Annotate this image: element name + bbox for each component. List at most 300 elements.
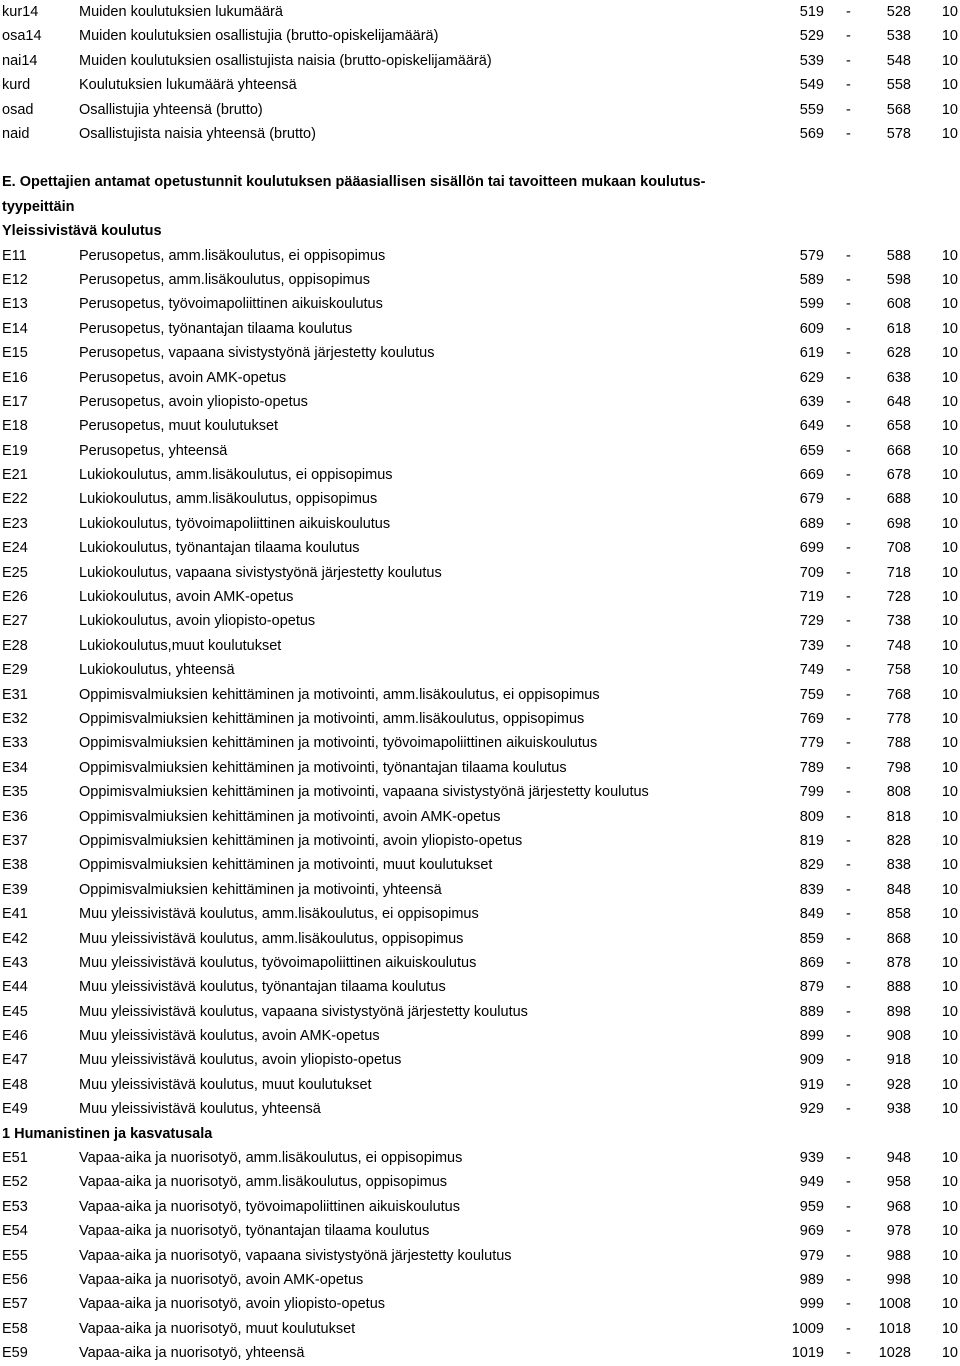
- range-dash: -: [846, 637, 851, 654]
- field-row: [0, 1097, 960, 1121]
- range-dash: -: [846, 662, 851, 679]
- field-code: E33: [2, 735, 28, 752]
- field-length: 10: [941, 808, 958, 825]
- field-description: Vapaa-aika ja nuorisotyö, avoin yliopisto-opetus: [79, 1296, 386, 1313]
- field-row: [0, 1146, 960, 1170]
- range-dash: -: [846, 979, 851, 996]
- range-dash: -: [846, 1223, 851, 1240]
- field-end-position: 758: [886, 662, 911, 679]
- range-dash: -: [846, 710, 851, 727]
- range-dash: -: [846, 1076, 851, 1093]
- top-field-list: [0, 0, 960, 146]
- field-code: E38: [2, 857, 28, 874]
- field-code: E48: [2, 1076, 28, 1093]
- field-start-position: 699: [799, 540, 824, 557]
- field-start-position: 819: [799, 832, 824, 849]
- field-end-position: 628: [886, 345, 911, 362]
- field-end-position: 898: [886, 1003, 911, 1020]
- field-description: Muu yleissivistävä koulutus, amm.lisäkoulutus, ei oppisopimus: [79, 906, 479, 923]
- field-length: 10: [941, 345, 958, 362]
- range-dash: -: [846, 442, 851, 459]
- field-code: E12: [2, 271, 28, 288]
- field-end-position: 608: [886, 296, 911, 313]
- field-description: Oppimisvalmiuksien kehittäminen ja motivointi, työnantajan tilaama koulutus: [79, 759, 567, 776]
- field-end-position: 708: [886, 540, 911, 557]
- field-length: 10: [941, 1345, 958, 1362]
- field-end-position: 598: [886, 271, 911, 288]
- range-dash: -: [846, 1052, 851, 1069]
- field-row: [0, 1268, 960, 1292]
- field-length: 10: [941, 1150, 958, 1167]
- field-description: Lukiokoulutus, avoin AMK-opetus: [79, 589, 294, 606]
- field-code: naid: [2, 125, 30, 142]
- field-length: 10: [941, 320, 958, 337]
- field-row: [0, 122, 960, 146]
- field-length: 10: [941, 1320, 958, 1337]
- field-start-position: 889: [799, 1003, 824, 1020]
- field-row: [0, 536, 960, 560]
- field-length: 10: [941, 4, 958, 20]
- field-code: E46: [2, 1028, 28, 1045]
- field-row: [0, 1048, 960, 1072]
- field-end-position: 1028: [878, 1345, 911, 1362]
- field-description: Muu yleissivistävä koulutus, vapaana sivistystyönä järjestetty koulutus: [79, 1003, 528, 1020]
- field-row: [0, 439, 960, 463]
- field-start-position: 939: [799, 1150, 824, 1167]
- range-dash: -: [846, 564, 851, 581]
- field-code: E41: [2, 906, 28, 923]
- field-description: Lukiokoulutus,muut koulutukset: [79, 637, 282, 654]
- field-length: 10: [941, 467, 958, 484]
- field-description: Muiden koulutuksien lukumäärä: [79, 4, 283, 20]
- field-start-position: 849: [799, 906, 824, 923]
- field-length: 10: [941, 759, 958, 776]
- field-end-position: 528: [886, 4, 911, 20]
- field-row: [0, 951, 960, 975]
- field-start-position: 529: [799, 28, 824, 45]
- range-dash: -: [846, 808, 851, 825]
- field-start-position: 1019: [791, 1345, 824, 1362]
- field-start-position: 659: [799, 442, 824, 459]
- field-end-position: 948: [886, 1150, 911, 1167]
- field-row: [0, 341, 960, 365]
- field-row: [0, 49, 960, 73]
- field-description: Oppimisvalmiuksien kehittäminen ja motivointi, avoin AMK-opetus: [79, 808, 501, 825]
- field-end-position: 668: [886, 442, 911, 459]
- field-start-position: 709: [799, 564, 824, 581]
- field-start-position: 579: [799, 247, 824, 264]
- field-description: Perusopetus, vapaana sivistystyönä järjestetty koulutus: [79, 345, 435, 362]
- range-dash: -: [846, 271, 851, 288]
- field-row: [0, 292, 960, 316]
- field-code: E26: [2, 589, 28, 606]
- range-dash: -: [846, 1320, 851, 1337]
- range-dash: -: [846, 832, 851, 849]
- field-start-position: 879: [799, 979, 824, 996]
- field-row: [0, 683, 960, 707]
- field-description: Vapaa-aika ja nuorisotyö, muut koulutukset: [79, 1320, 356, 1337]
- field-code: E37: [2, 832, 28, 849]
- field-code: E11: [2, 247, 27, 264]
- field-row: [0, 1073, 960, 1097]
- field-length: 10: [941, 930, 958, 947]
- field-row: [0, 366, 960, 390]
- field-code: E56: [2, 1271, 28, 1288]
- field-end-position: 618: [886, 320, 911, 337]
- field-length: 10: [941, 954, 958, 971]
- field-end-position: 908: [886, 1028, 911, 1045]
- range-dash: -: [846, 1345, 851, 1362]
- field-end-position: 588: [886, 247, 911, 264]
- field-end-position: 878: [886, 954, 911, 971]
- field-end-position: 968: [886, 1198, 911, 1215]
- field-end-position: 838: [886, 857, 911, 874]
- field-start-position: 789: [799, 759, 824, 776]
- field-end-position: 778: [886, 710, 911, 727]
- field-start-position: 829: [799, 857, 824, 874]
- field-description: Oppimisvalmiuksien kehittäminen ja motivointi, työvoimapoliittinen aikuiskoulutus: [79, 735, 598, 752]
- subheading-general-education: Yleissivistävä koulutus: [2, 223, 162, 240]
- field-description: Lukiokoulutus, työnantajan tilaama koulutus: [79, 540, 360, 557]
- field-length: 10: [941, 710, 958, 727]
- range-dash: -: [846, 1296, 851, 1313]
- field-description: Perusopetus, amm.lisäkoulutus, oppisopimus: [79, 271, 370, 288]
- field-start-position: 949: [799, 1174, 824, 1191]
- range-dash: -: [846, 247, 851, 264]
- field-row: [0, 927, 960, 951]
- field-start-position: 649: [799, 418, 824, 435]
- field-code: kurd: [2, 77, 31, 94]
- field-code: E52: [2, 1174, 28, 1191]
- field-code: E53: [2, 1198, 28, 1215]
- field-end-position: 818: [886, 808, 911, 825]
- range-dash: -: [846, 540, 851, 557]
- field-row: [0, 317, 960, 341]
- field-description: Muu yleissivistävä koulutus, yhteensä: [79, 1101, 321, 1118]
- field-start-position: 959: [799, 1198, 824, 1215]
- field-start-position: 989: [799, 1271, 824, 1288]
- field-start-position: 979: [799, 1247, 824, 1264]
- field-row: [0, 0, 960, 24]
- field-length: 10: [941, 784, 958, 801]
- field-code: E24: [2, 540, 28, 557]
- field-row: [0, 902, 960, 926]
- field-end-position: 798: [886, 759, 911, 776]
- field-row: [0, 756, 960, 780]
- field-length: 10: [941, 247, 958, 264]
- field-start-position: 559: [799, 101, 824, 118]
- field-start-position: 639: [799, 393, 824, 410]
- field-description: Perusopetus, avoin yliopisto-opetus: [79, 393, 308, 410]
- field-row: [0, 658, 960, 682]
- field-length: 10: [941, 1174, 958, 1191]
- field-code: E34: [2, 759, 28, 776]
- range-dash: -: [846, 1247, 851, 1264]
- range-dash: -: [846, 515, 851, 532]
- range-dash: -: [846, 101, 851, 118]
- field-end-position: 768: [886, 686, 911, 703]
- field-code: E27: [2, 613, 28, 630]
- field-row: [0, 244, 960, 268]
- range-dash: -: [846, 589, 851, 606]
- range-dash: -: [846, 686, 851, 703]
- field-code: E32: [2, 710, 28, 727]
- field-start-position: 719: [799, 589, 824, 606]
- field-description: Vapaa-aika ja nuorisotyö, amm.lisäkoulutus, oppisopimus: [79, 1174, 448, 1191]
- field-start-position: 539: [799, 52, 824, 69]
- field-start-position: 589: [799, 271, 824, 288]
- field-row: [0, 1219, 960, 1243]
- field-row: [0, 1244, 960, 1268]
- range-dash: -: [846, 930, 851, 947]
- field-row: [0, 585, 960, 609]
- field-length: 10: [941, 442, 958, 459]
- field-description: Perusopetus, työvoimapoliittinen aikuiskoulutus: [79, 296, 383, 313]
- field-length: 10: [941, 271, 958, 288]
- field-length: 10: [941, 1101, 958, 1118]
- range-dash: -: [846, 1101, 851, 1118]
- field-row: [0, 463, 960, 487]
- field-end-position: 918: [886, 1052, 911, 1069]
- field-row: [0, 1195, 960, 1219]
- field-description: Vapaa-aika ja nuorisotyö, avoin AMK-opetus: [79, 1271, 364, 1288]
- field-length: 10: [941, 515, 958, 532]
- field-length: 10: [941, 735, 958, 752]
- field-code: E23: [2, 515, 28, 532]
- section-title: E. Opettajien antamat opetustunnit koulutuksen pääasiallisen sisällön tai tavoitteen mukaan koulutus-tyypeittäin: [2, 174, 706, 215]
- field-length: 10: [941, 1003, 958, 1020]
- field-length: 10: [941, 637, 958, 654]
- field-code: E45: [2, 1003, 28, 1020]
- field-start-position: 729: [799, 613, 824, 630]
- field-end-position: 538: [886, 28, 911, 45]
- field-row: [0, 98, 960, 122]
- range-dash: -: [846, 735, 851, 752]
- field-code: E55: [2, 1247, 28, 1264]
- field-start-position: 599: [799, 296, 824, 313]
- range-dash: -: [846, 345, 851, 362]
- field-start-position: 569: [799, 125, 824, 142]
- field-code: E57: [2, 1296, 28, 1313]
- field-start-position: 799: [799, 784, 824, 801]
- field-start-position: 689: [799, 515, 824, 532]
- field-description: Lukiokoulutus, amm.lisäkoulutus, ei oppisopimus: [79, 467, 393, 484]
- field-row: [0, 1024, 960, 1048]
- range-dash: -: [846, 320, 851, 337]
- field-code: E54: [2, 1223, 28, 1240]
- field-description: Perusopetus, avoin AMK-opetus: [79, 369, 287, 386]
- field-description: Lukiokoulutus, amm.lisäkoulutus, oppisopimus: [79, 491, 378, 508]
- field-start-position: 909: [799, 1052, 824, 1069]
- field-code: E58: [2, 1320, 28, 1337]
- range-dash: -: [846, 881, 851, 898]
- field-end-position: 938: [886, 1101, 911, 1118]
- range-dash: -: [846, 393, 851, 410]
- field-length: 10: [941, 125, 958, 142]
- field-code: osad: [2, 101, 34, 118]
- field-end-position: 728: [886, 589, 911, 606]
- field-start-position: 739: [799, 637, 824, 654]
- range-dash: -: [846, 77, 851, 94]
- field-end-position: 738: [886, 613, 911, 630]
- field-end-position: 858: [886, 906, 911, 923]
- field-end-position: 808: [886, 784, 911, 801]
- field-end-position: 848: [886, 881, 911, 898]
- field-start-position: 769: [799, 710, 824, 727]
- field-end-position: 678: [886, 467, 911, 484]
- field-description: Lukiokoulutus, työvoimapoliittinen aikuiskoulutus: [79, 515, 391, 532]
- field-description: Perusopetus, amm.lisäkoulutus, ei oppisopimus: [79, 247, 386, 264]
- field-code: E18: [2, 418, 28, 435]
- range-dash: -: [846, 125, 851, 142]
- field-description: Muu yleissivistävä koulutus, avoin AMK-opetus: [79, 1028, 380, 1045]
- field-description: Muu yleissivistävä koulutus, amm.lisäkoulutus, oppisopimus: [79, 930, 464, 947]
- field-length: 10: [941, 589, 958, 606]
- field-start-position: 919: [799, 1076, 824, 1093]
- field-description: Osallistujia yhteensä (brutto): [79, 101, 263, 118]
- field-code: E14: [2, 320, 28, 337]
- field-end-position: 788: [886, 735, 911, 752]
- field-code: E47: [2, 1052, 28, 1069]
- field-description: Muu yleissivistävä koulutus, työvoimapoliittinen aikuiskoulutus: [79, 954, 477, 971]
- field-row: [0, 1170, 960, 1194]
- field-code: E43: [2, 954, 28, 971]
- field-end-position: 568: [886, 101, 911, 118]
- field-start-position: 869: [799, 954, 824, 971]
- field-code: E19: [2, 442, 28, 459]
- field-code: E15: [2, 345, 28, 362]
- field-code: E17: [2, 393, 28, 410]
- field-length: 10: [941, 77, 958, 94]
- field-row: [0, 1000, 960, 1024]
- range-dash: -: [846, 1028, 851, 1045]
- field-length: 10: [941, 296, 958, 313]
- field-description: Koulutuksien lukumäärä yhteensä: [79, 77, 297, 94]
- field-description: Vapaa-aika ja nuorisotyö, yhteensä: [79, 1345, 305, 1362]
- field-row: [0, 561, 960, 585]
- field-end-position: 718: [886, 564, 911, 581]
- range-dash: -: [846, 4, 851, 20]
- range-dash: -: [846, 52, 851, 69]
- field-length: 10: [941, 1028, 958, 1045]
- range-dash: -: [846, 467, 851, 484]
- field-length: 10: [941, 52, 958, 69]
- field-end-position: 548: [886, 52, 911, 69]
- field-row: [0, 1341, 960, 1365]
- field-length: 10: [941, 857, 958, 874]
- field-end-position: 558: [886, 77, 911, 94]
- field-length: 10: [941, 686, 958, 703]
- field-code: E42: [2, 930, 28, 947]
- range-dash: -: [846, 1198, 851, 1215]
- field-length: 10: [941, 28, 958, 45]
- field-code: nai14: [2, 52, 38, 69]
- field-description: Muu yleissivistävä koulutus, avoin yliopisto-opetus: [79, 1052, 402, 1069]
- range-dash: -: [846, 1003, 851, 1020]
- field-end-position: 988: [886, 1247, 911, 1264]
- field-start-position: 549: [799, 77, 824, 94]
- field-row: [0, 829, 960, 853]
- field-code: E44: [2, 979, 28, 996]
- field-length: 10: [941, 564, 958, 581]
- range-dash: -: [846, 906, 851, 923]
- field-description: Muiden koulutuksien osallistujista naisia (brutto-opiskelijamäärä): [79, 52, 492, 69]
- field-row: [0, 853, 960, 877]
- field-description: Oppimisvalmiuksien kehittäminen ja motivointi, avoin yliopisto-opetus: [79, 832, 523, 849]
- field-row: [0, 609, 960, 633]
- field-row: [0, 878, 960, 902]
- field-length: 10: [941, 613, 958, 630]
- field-description: Lukiokoulutus, yhteensä: [79, 662, 235, 679]
- field-start-position: 999: [799, 1296, 824, 1313]
- field-end-position: 998: [886, 1271, 911, 1288]
- field-start-position: 859: [799, 930, 824, 947]
- field-description: Oppimisvalmiuksien kehittäminen ja motivointi, muut koulutukset: [79, 857, 493, 874]
- field-row: [0, 975, 960, 999]
- range-dash: -: [846, 857, 851, 874]
- range-dash: -: [846, 954, 851, 971]
- field-length: 10: [941, 491, 958, 508]
- field-start-position: 629: [799, 369, 824, 386]
- field-code: E28: [2, 637, 28, 654]
- field-start-position: 779: [799, 735, 824, 752]
- range-dash: -: [846, 1174, 851, 1191]
- field-end-position: 958: [886, 1174, 911, 1191]
- field-code: E22: [2, 491, 28, 508]
- field-description: Osallistujista naisia yhteensä (brutto): [79, 125, 316, 142]
- field-code: E59: [2, 1345, 28, 1362]
- field-code: E16: [2, 369, 28, 386]
- field-description: Oppimisvalmiuksien kehittäminen ja motivointi, yhteensä: [79, 881, 442, 898]
- field-description: Vapaa-aika ja nuorisotyö, työnantajan tilaama koulutus: [79, 1223, 430, 1240]
- field-description: Muu yleissivistävä koulutus, työnantajan tilaama koulutus: [79, 979, 446, 996]
- field-description: Vapaa-aika ja nuorisotyö, amm.lisäkoulutus, ei oppisopimus: [79, 1150, 463, 1167]
- field-start-position: 839: [799, 881, 824, 898]
- field-end-position: 658: [886, 418, 911, 435]
- range-dash: -: [846, 1150, 851, 1167]
- field-code: kur14: [2, 4, 39, 20]
- field-row: [0, 390, 960, 414]
- field-code: E35: [2, 784, 28, 801]
- field-row: [0, 1317, 960, 1341]
- field-length: 10: [941, 369, 958, 386]
- field-start-position: 609: [799, 320, 824, 337]
- field-description: Oppimisvalmiuksien kehittäminen ja motivointi, amm.lisäkoulutus, ei oppisopimus: [79, 686, 600, 703]
- range-dash: -: [846, 296, 851, 313]
- field-description: Lukiokoulutus, vapaana sivistystyönä järjestetty koulutus: [79, 564, 442, 581]
- field-code: E13: [2, 296, 28, 313]
- field-description: Vapaa-aika ja nuorisotyö, työvoimapoliittinen aikuiskoulutus: [79, 1198, 460, 1215]
- range-dash: -: [846, 784, 851, 801]
- field-row: [0, 268, 960, 292]
- field-start-position: 669: [799, 467, 824, 484]
- field-start-position: 969: [799, 1223, 824, 1240]
- field-end-position: 928: [886, 1076, 911, 1093]
- field-start-position: 759: [799, 686, 824, 703]
- field-row: [0, 24, 960, 48]
- field-start-position: 619: [799, 345, 824, 362]
- field-end-position: 638: [886, 369, 911, 386]
- field-end-position: 1008: [878, 1296, 911, 1313]
- field-length: 10: [941, 1076, 958, 1093]
- field-row: [0, 805, 960, 829]
- field-length: 10: [941, 906, 958, 923]
- field-length: 10: [941, 1198, 958, 1215]
- range-dash: -: [846, 491, 851, 508]
- field-row: [0, 634, 960, 658]
- field-description: Muu yleissivistävä koulutus, muut koulutukset: [79, 1076, 372, 1093]
- field-length: 10: [941, 540, 958, 557]
